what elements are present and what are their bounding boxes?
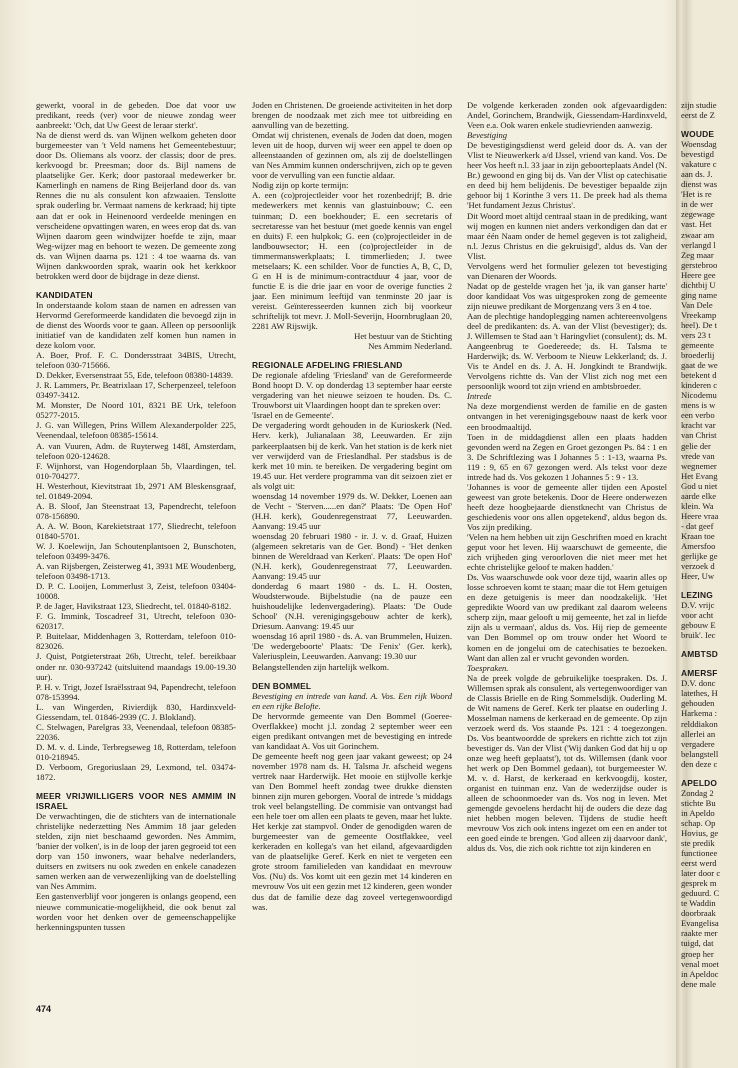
paragraph: stichte Bu — [681, 797, 716, 808]
paragraph: Van Dele — [681, 299, 713, 310]
paragraph: bruik'. Iec — [681, 630, 716, 641]
column-4-next-page — [681, 100, 738, 1060]
section-heading: LEZING — [681, 590, 713, 601]
paragraph: A. B. Sloof, Jan Steenstraat 13, Papendrecht, telefoon 078-156890. — [36, 500, 236, 521]
paragraph: Woensdag — [681, 139, 717, 150]
paragraph: De gemeente heeft nog geen jaar vakant geweest; op 24 november 1978 nam ds. H. Talsma Jr. afscheid wegens vertrek naar Harderwijk. Het mooie en stijlvolle kerkje van Den Bommel heeft zondag twee drukke diensten binnen zijn muren geborgen. Vooral de intrede 's middags trok veel belangstelling. De commisie van ontvangst had een hele toer om allen een plaats te geven, maar het lukte. Het kerkje zat stampvol. Onder de genodigden waren de burgemeester van de gemeente Oostflakkee, veel kerkeraden en kollega's van het eiland, afgevaardigden van de plaatselijke Geref. Kerk en niet te vergeten een grote stroom familieleden van kandidaat en mevrouw Vos. (Nu) ds. Vos komt uit een gezin met 14 kinderen en mevrouw Vos uit een gezin met 12 kinderen, geen wonder dus dat de familie deze dag zoveel vertegenwoordigd was. — [252, 750, 452, 912]
section-heading: DEN BOMMEL — [252, 680, 312, 691]
paragraph: functionee — [681, 848, 718, 859]
paragraph: F. G. Immink, Toscadreef 31, Utrecht, telefoon 030-620317. — [36, 611, 236, 632]
section-heading: APELDO — [681, 777, 718, 788]
paragraph: dene male — [681, 978, 717, 989]
subheading: Intrede — [467, 391, 492, 402]
paragraph: voor acht — [681, 610, 714, 621]
paragraph: Na deze morgendienst werden de familie en de gasten ontvangen in het verenigingsgebouw naast de kerk voor een broodmaaltijd. — [467, 401, 667, 432]
paragraph: J. R. Lammers, Pr. Beatrixlaan 17, Scherpenzeel, telefoon 03497-3412. — [36, 380, 236, 401]
paragraph: D. M. v. d. Linde, Terbregseweg 18, Rotterdam, telefoon 010-218945. — [36, 741, 236, 762]
paragraph: D.V. donc — [681, 678, 716, 689]
paragraph: Belangstellenden zijn hartelijk welkom. — [252, 661, 389, 672]
section-heading: AMBTSD — [681, 649, 719, 660]
paragraph: Toen in de middagdienst allen een plaats hadden gevonden werd na Zegen en Groet gezongen Ps. 84 : 1 en 3. De Schriftlezing was I Johannes 5 : 1-13, waarna Ps. 119 : 9, 65 en 67 gezongen werd. Als tekst voor deze intrede had ds. Vos gekozen 1 Johannes 5 : 9 - 13. — [467, 431, 667, 482]
paragraph: Aan de plechtige handoplegging namen achtereenvolgens deel de predikanten: ds. A. van der Vlist (bevestiger); ds. J. Willemsen te Stad aan 't Haringvliet (consulent); ds. M. Aangeenbrug te Goedereede; ds. H. Talsma te Harderwijk; ds. W. Verboom te Nieuw Lekkerland; ds. J. Vis te Andel en ds. J. A. H. Jongkindt te Brandwijk. Vervolgens richtte ds. Van der Vlist zich nog met een persoonlijk woord tot zijn vriend en ambtsbroeder. — [467, 310, 667, 392]
section-heading: MEER VRIJWILLIGERS VOOR NES AMMIM IN ISRAEL — [36, 791, 236, 812]
paragraph: donderdag 6 maart 1980 - ds. L. H. Oosten, Woudsterwoude. Bijbelstudie (na de pauze een huishoudelijke ledenvergadering). Plaats: 'De Oude School' (N.H. verenigingsgebouw achter de kerk), Driesum. Aanvang: 19.45 uur — [252, 581, 452, 632]
paragraph: bevestigd — [681, 149, 714, 160]
paragraph: gerstebroo — [681, 259, 718, 270]
paragraph: Vervolgens werd het formulier gelezen tot bevestiging van Dienaren der Woords. — [467, 260, 667, 281]
paragraph: betekent d — [681, 370, 717, 381]
paragraph: gebouw E — [681, 620, 716, 631]
subheading: Toespraken. — [467, 662, 509, 673]
paragraph: De vergadering wordt gehouden in de Kurioskerk (Ned. Herv. kerk), Julianalaan 38, Leeuwarden. Er zijn parkeerplaatsen bij de kerk. Van het station is de kerk niet ver verwijderd van de Frieslandhal. Per stadsbus is de kerk met 10 min. te bereiken. De vergadering begint om 19.45 uur. Het verdere programma van dit seizoen ziet er als volgt uit: — [252, 420, 452, 491]
paragraph: verlangd l — [681, 239, 716, 250]
paragraph: Heere vraa — [681, 510, 719, 521]
paragraph: Heer, Uw — [681, 571, 715, 582]
paragraph: woensdag 20 februari 1980 - ir. J. v. d. Graaf, Huizen (algemeen sekretaris van de Ger. Bond) - 'Het denken binnen de Wereldraad van Kerken'. Plaats: 'De open Hof' (N.H. kerk), Goudenregenstraat 77, Leeuwarden. Aanvang: 19.45 uur — [252, 530, 452, 582]
paragraph: D. Dekker, Eversenstraat 55, Ede, telefoon 08380-14839. — [36, 370, 234, 381]
paragraph: eerst de Z — [681, 110, 715, 121]
paragraph: Kraan toe — [681, 530, 715, 541]
paragraph: Ds. Vos waarschuwde ook voor deze tijd, waarin alles op losse schroeven komt te staan; maar die tot Hem getuigen en deze getuigenis is meer dan noodzakelijk. 'Het gepredikte Woord van uw predikant zal daarom weleens scherp zijn, maar gelooft u mij gemeente, het zal in liefde zijn als u vermaan', aldus ds. Vos. Hij riep de gemeente van Den Bommel op om trouw onder het Woord te komen en de jongelui om de catechisaties te bezoeken. Want dan allen zal er vrucht gevonden worden. — [467, 572, 667, 663]
paragraph: kracht var — [681, 420, 716, 431]
paragraph: L. van Wingerden, Rivierdijk 830, Hardinxveld-Giessendam, tel. 01846-2939 (C. J. Blokland). — [36, 701, 236, 722]
paragraph: P. Buitelaar, Middenhagen 3, Rotterdam, telefoon 010-823026. — [36, 631, 236, 652]
section-heading: REGIONALE AFDELING FRIESLAND — [252, 360, 403, 371]
paragraph: den deze c — [681, 758, 718, 769]
paragraph: J. G. van Willegen, Prins Willem Alexanderpolder 225, Veenendaal, telefoon 08385-15614. — [36, 420, 236, 441]
page-number: 474 — [36, 1004, 52, 1014]
paragraph: De bevestigingsdienst werd geleid door ds. A. van der Vlist te Nieuwerkerk a/d IJssel, vriend van kand. Vos. De heer Vos heeft n.l. 33 jaar in zijn geboorteplaats Andel (N. Br.) gewoond en ging bij ds. Van der Vlist op catechisatie en deed bij hem belijdenis. De bevestiger bepaalde zijn gehoor bij 1 Korinthe 3 vers 11. De preek had als thema 'Het fundament Jezus Christus'. — [467, 140, 667, 211]
paragraph: 'Velen na hem hebben uit zijn Geschriften moed en kracht geput voor het leven. Hij waarschuwt de gemeente, die zich vrijheden ging veroorloven die niet meer met het echte christelijke geloof te maken hadden.' — [467, 532, 667, 573]
paragraph: De verwachtingen, die de stichters van de internationale christelijke nederzetting Nes Ammim 18 jaar geleden stelden, zijn niet beschaamd geworden. Nes Ammim, 'banier der volken', is in de loop der jaren gegroeid tot een dorp van 150 inwoners, waar behalve nederlanders, duitsers en zwitsers nu ook zweden en enkele canadezen samen werken aan de verwezenlijking van de doelstelling van Nes Ammim. — [36, 811, 236, 892]
section-heading: AMERSF — [681, 668, 718, 679]
paragraph: Hovius, ge — [681, 827, 719, 838]
paragraph: Zeg maar — [681, 249, 714, 260]
paragraph: kinderen c — [681, 380, 718, 391]
paragraph: dichtbij U — [681, 279, 716, 290]
paragraph: gewerkt, vooral in de gebeden. Doe dat voor uw predikant, reeds (ver) voor de nieuwe zondag weer aanbreekt: 'Och, dat Uw Geest de leraar sterkt'. — [36, 100, 236, 131]
paragraph: De hervormde gemeente van Den Bommel (Goeree-Overflakkee) mocht j.l. zondag 2 september weer een eigen predikant ontvangen met de bevestiging en intrede van kandidaat A. Vos uit Gorinchem. — [252, 710, 452, 751]
paragraph: Heere gee — [681, 269, 716, 280]
paragraph: zegewage — [681, 209, 715, 220]
paragraph: Zondag 2 — [681, 787, 714, 798]
paragraph: klein. Wa — [681, 500, 714, 511]
paragraph: allerlei an — [681, 728, 716, 739]
paragraph: geduurd. C — [681, 888, 720, 899]
paragraph: D. Verboom, Gregoriuslaan 29, Lexmond, tel. 03474-1872. — [36, 762, 236, 783]
paragraph: God u niet — [681, 480, 718, 491]
paragraph: Na de preek volgde de gebruikelijke toespraken. Ds. J. Willemsen sprak als consulent, als vertegenwoordiger van de Classis Brielle en de Ring Sommelsdijk. Ouderling M. de Wit namens de Geref. Kerk ter plaatse en ouderling J. Mosselman namens de kerkeraad en de gemeente. Op zijn verzoek werd ds. Vos staande Ps. 121 : 4 toegezongen. Ds. Vos beantwoordde de sprekers en richtte zich tot zijn bevestiger ds. Van der Vlist ('Wij danken God dat hij u op onze weg heeft geplaatst'), tot ds. Willemsen (dank voor het werk op Den Bommel gedaan), tot burgemeester W. M. v. d. Harst, de kerkeraad en kerkvoogdij, koster, organist en tuinman enz. Van de wederzijdse ouder is alleen de schoonmoeder van ds. Vos nog in leven. Met gemengde gevoelens herdacht hij de ouders die deze dag niet hebben mogen beleven. Tijdens de studie heeft mevrouw Vos zich ook intens ingezet om een en ander tot een goed einde te brengen. 'God alleen zij daarvoor dank', aldus ds. Vos, die zich ook richtte tot zijn kinderen en — [467, 672, 667, 854]
paragraph: W. J. Koelewijn, Jan Schoutenplantsoen 2, Bunschoten, telefoon 03499-3476. — [36, 540, 236, 562]
paragraph: De volgende kerkeraden zonden ook afgevaardigden: Andel, Gorinchem, Brandwijk, Giessendam-Hardinxveld, Veen e.a. Ook waren enkele studievrienden aanwezig. — [467, 100, 667, 131]
paragraph: vast. Het — [681, 219, 712, 230]
paragraph: Dit Woord moet altijd centraal staan in de prediking, want wij mogen en kunnen niet anders verkondigen dan dat er maar één Naam onder de hemel gegeven is tot zaligheid, n.l. Jezus Christus en die gekruisigd', aldus ds. Van der Vlist. — [467, 210, 667, 261]
paragraph: Het Evang — [681, 470, 718, 481]
paragraph: venal moet — [681, 958, 719, 969]
paragraph: gelie der — [681, 440, 711, 451]
paragraph: Nadat op de gestelde vragen het 'ja, ik van ganser harte' door kandidaat Vos was uitgesproken zong de gemeente zijn nieuwe predikant de Morgenzang vers 3 en 4 toe. — [467, 280, 667, 311]
paragraph: Evangelisa — [681, 918, 719, 929]
paragraph: J. Quist, Potgieterstraat 26b, Utrecht, telef. bereikbaar onder nr. 030-937242 (uitsluitend maandags 19.00-19.30 uur). — [36, 651, 236, 682]
paragraph: D.V. vrijc — [681, 600, 715, 611]
paragraph: C. Stelwagen, Parelgras 33, Veenendaal, telefoon 08385-22036. — [36, 721, 236, 742]
paragraph: gehouden — [681, 698, 715, 709]
paragraph: Harkema : — [681, 708, 718, 719]
paragraph: doorbraak — [681, 908, 716, 919]
paragraph: heel). De t — [681, 319, 718, 330]
paragraph: in Apeldoc — [681, 968, 719, 979]
paragraph: P. H. v. Trigt, Jozef Israëlsstraat 94, Papendrecht, telefoon 078-153994. — [36, 681, 236, 702]
paragraph: F. Wijnhorst, van Hogendorplaan 5b, Vlaardingen, tel. 010-704277. — [36, 460, 236, 481]
column-3 — [467, 100, 667, 1040]
paragraph: tuigd, dat — [681, 938, 714, 949]
paragraph: eerst werd — [681, 858, 717, 869]
paragraph: mens is w — [681, 400, 716, 411]
paragraph: latethes, H — [681, 688, 718, 699]
paragraph: aarde elke — [681, 490, 717, 501]
paragraph: ging name — [681, 289, 718, 300]
paragraph: A. van Vuuren, Adm. de Ruyterweg 148I, Amsterdam, telefoon 020-124628. — [36, 440, 236, 461]
paragraph: wegnemer — [681, 460, 717, 471]
signature: Nes Ammim Nederland. — [368, 341, 452, 352]
paragraph: Na de dienst werd ds. van Wijnen welkom geheten door burgemeester van 't Veld namens het Gemeentebestuur; door Ds. Oliemans als voorz. der classis; door de pres. kerkvoogd br. Preesman; door ds. Bijl namens de plaatselijke Ger. Kerk; door pastoraal medewerker br. Kamerlingh en namens de Ring Beijerland door ds. van Rennes die nu als consulent kon afzwaaien. Tenslotte sprak ouderling br. Vermaat namens de kerkraad; hij tipte aan dat er ook in Heinenoord verdeelde meningen en verscheidene opvattingen waren, en wees erop dat ds. van Wijnen daarom geen windwijzer hoefde te zijn, maar Weg-wijzer mag en behoort te wezen. De gemeente zong ds. van Wijnen daarna ps. 121 : 4 toe waarna ds. van Wijnen dankwoorden sprak, waarin ook het kerkkoor betrokken werd door de bijdrage in deze dienst. — [36, 130, 236, 281]
section-heading: WOUDE — [681, 129, 715, 140]
paragraph: broederlij — [681, 350, 715, 361]
paragraph: te Waddin — [681, 898, 716, 909]
paragraph: 'Het is re — [681, 189, 712, 200]
paragraph: Omdat wij christenen, evenals de Joden dat doen, mogen leven uit de hoop, durven wij weer een appel te doen op alleenstaanden of gezinnen om, als zij de doelstellingen van Nes Ammim kunnen onderschrijven, zich op te geven voor de vervulling van een functie aldaar. — [252, 130, 452, 181]
paragraph: vergadere — [681, 738, 715, 749]
paragraph: gemeente — [681, 340, 714, 351]
subheading: Bevestiging — [467, 130, 508, 141]
paragraph: Nodig zijn op korte termijn: — [252, 180, 349, 191]
paragraph: in de wer — [681, 199, 713, 210]
column-2 — [252, 100, 452, 912]
paragraph: In onderstaande kolom staan de namen en adressen van Hervormd Gereformeerde kandidaten die bevoegd zijn in de dienst des Woords voor te gaan. Alleen op persoonlijk initiatief van de kandidaten zelf komen hun namen in deze kolom voor. — [36, 299, 236, 351]
paragraph: gesprek m — [681, 878, 717, 889]
paragraph: M. Monster, De Noord 101, 8321 BE Urk, telefoon 05277-2015. — [36, 400, 236, 421]
signature: Het bestuur van de Stichting — [354, 331, 452, 342]
paragraph: aan ds. J. — [681, 169, 713, 180]
paragraph: De regionale afdeling 'Friesland' van de Gereformeerde Bond hoopt D. V. op donderdag 13 september haar eerste vergadering van het nieuwe seizoen te houden. Ds. C. Trouwborst uit Vlaardingen hoopt dan te spreken over: — [252, 370, 452, 411]
paragraph: Nicodemu — [681, 390, 717, 401]
paragraph: A. een (co)projectleider voor het rozenbedrijf; B. drie medewerkers met kennis van glastuinbouw; C. een tuinman; D. een boekhouder; E. een secretaris of secretaresse van het bestuur (met goede kennis van engel en duits) F. een hulpkok; G. een (co)projectleider in de landbouwsector; H. een (co)projectleider in de timmermanswerkplaats; I. timmerlieden; J. twee metselaars; K. een schilder. Voor de functies A, B, C, D, G en H is de minimum-contractduur 4 jaar, voor de functie E is die drie jaar en voor de overige functies 2 jaar. Een minimum leeftijd van tenminste 20 jaar is vereist. Geïnteresseerden kunnen zich bij voorkeur schriftelijk tot mevr. J. Moll-Severijn, Hoornbruglaan 20, 2281 AW Rijswijk. — [252, 190, 452, 332]
paragraph: vakature c — [681, 159, 717, 170]
paragraph: Joden en Christenen. De groeiende activiteiten in het dorp brengen de noodzaak met zich mee tot uitbreiding en aanvulling van de bezetting. — [252, 100, 452, 131]
paragraph: dienst was — [681, 179, 718, 190]
paragraph: 'Johannes is voor de gemeente aller tijden een Apostel geweest van grote betekenis. Door de Heere onderwezen heeft deze hoogbejaarde dienstknecht van Christus de geschiedenis voor ons allen opgetekend', aldus begon ds. Vos zijn prediking. — [467, 481, 667, 532]
paragraph: 'Israel en de Gemeente'. — [252, 410, 334, 421]
paragraph: gerlijke ge — [681, 551, 718, 562]
paragraph: Vreekamp — [681, 309, 717, 320]
paragraph: zwaar am — [681, 229, 715, 240]
column-1 — [36, 100, 236, 1010]
paragraph: zijn studie — [681, 100, 717, 110]
paragraph: belangstell — [681, 748, 719, 759]
paragraph: verzoek d — [681, 561, 715, 572]
paragraph: later door c — [681, 868, 721, 879]
section-heading: KANDIDATEN — [36, 289, 93, 300]
paragraph: schap. Op — [681, 817, 716, 828]
paragraph: P. de Jager, Havikstraat 123, Sliedrecht, tel. 01840-8182. — [36, 601, 232, 612]
paragraph: Een gastenverblijf voor jongeren is onlangs geopend, een nieuwe communicatie-mogelijkheid, die ook benut zal worden voor het denken over de gemeenschappelijke herkenningspunten tussen — [36, 891, 236, 932]
paragraph: - dat geef — [681, 520, 714, 531]
paragraph: woensdag 16 april 1980 - ds. A. van Brummelen, Huizen. 'De wedergeboorte' Plaats: 'De Fenix' (Ger. kerk), Valeriusplein, Leeuwarden. Aanvang: 19.30 uur — [252, 631, 452, 662]
paragraph: woensdag 14 november 1979 ds. W. Dekker, Loenen aan de Vecht - 'Sterven......en dan?' Plaats: 'De Open Hof' (H.H. kerk), Goudenregenstraat 77, Leeuwarden. Aanvang: 19.45 uur — [252, 490, 452, 531]
paragraph: in Apeldo — [681, 807, 715, 818]
paragraph: ste predik — [681, 838, 715, 848]
paragraph: van Christ — [681, 430, 717, 441]
paragraph: D. P. C. Looijen, Lommerlust 3, Zeist, telefoon 03404-10008. — [36, 581, 236, 602]
paragraph: raakte mer — [681, 928, 718, 939]
paragraph: H. Westerhout, Kievitstraat 1b, 2971 AM Bleskensgraaf, tel. 01849-2094. — [36, 480, 236, 501]
paragraph: vers 23 t — [681, 329, 711, 340]
paragraph: gaat de we — [681, 360, 718, 371]
paragraph: relddiakon — [681, 718, 718, 729]
subheading: Bevestiging en intrede van kand. A. Vos. Een rijk Woord en een rijke Belofte. — [252, 690, 452, 711]
paragraph: groep her — [681, 948, 714, 959]
paragraph: A. A. W. Boon, Karekietstraat 177, Sliedrecht, telefoon 01840-5701. — [36, 520, 236, 541]
paragraph: Amersfoo — [681, 540, 716, 551]
paragraph: een verbo — [681, 410, 715, 421]
paragraph: A. van Rijsbergen, Zeisterweg 41, 3931 ME Woudenberg, telefoon 03498-1713. — [36, 561, 236, 582]
paragraph: A. Boer, Prof. F. C. Dondersstraat 34BIS, Utrecht, telefoon 030-715666. — [36, 350, 236, 371]
paragraph: vrede van — [681, 450, 715, 461]
